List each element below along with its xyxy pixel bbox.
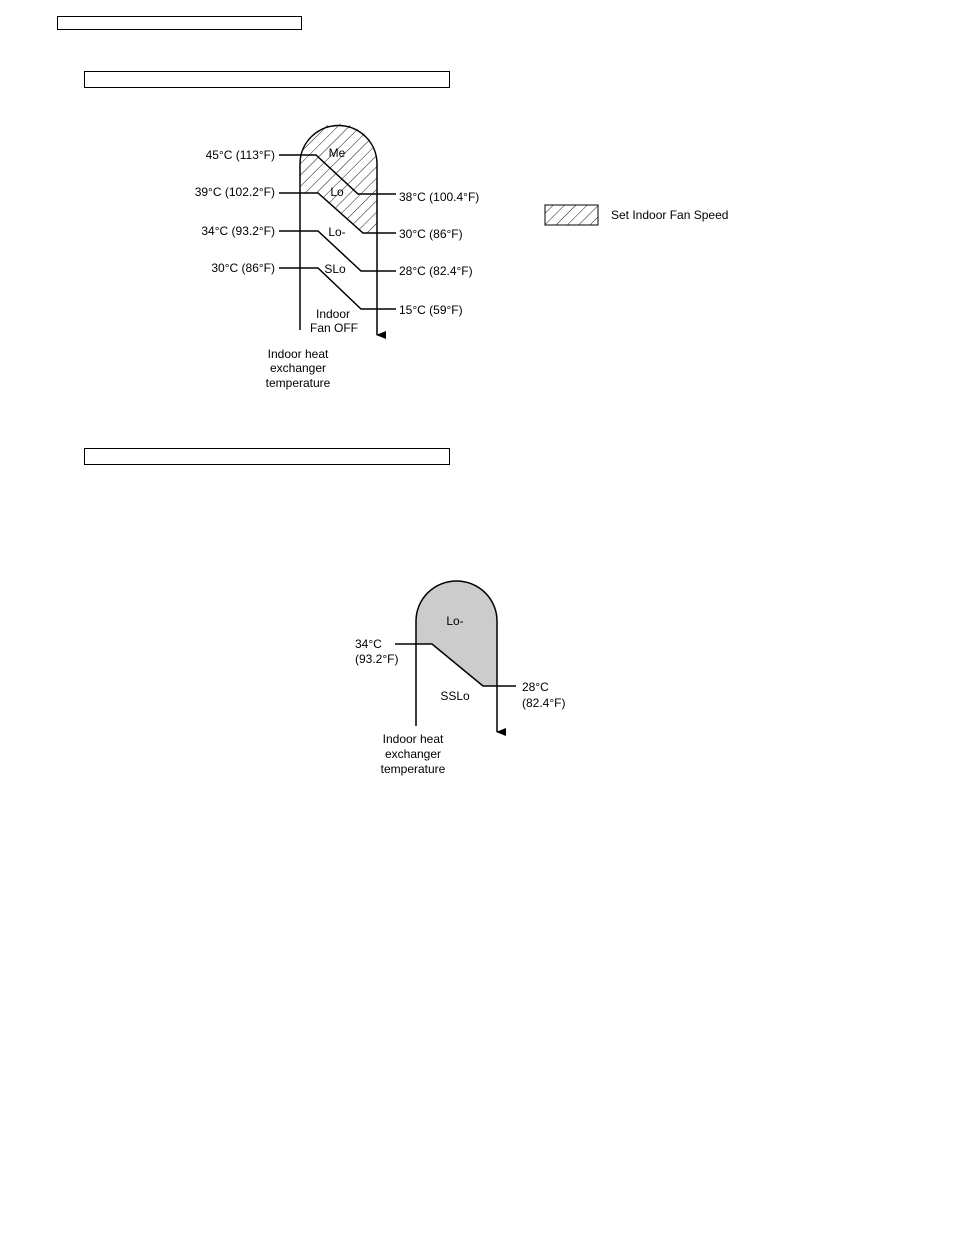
zone-label-slo: SLo — [324, 262, 346, 276]
axis-label-line1: Indoor heat — [267, 347, 329, 361]
axis-label-line2: exchanger — [269, 361, 327, 375]
right-label-28c: 28°C (82.4°F) — [399, 264, 473, 278]
left-label-34c-line2: (93.2°F) — [355, 652, 399, 666]
axis-label-2-line3: temperature — [380, 762, 446, 776]
left-label-45c: 45°C (113°F) — [205, 148, 275, 162]
zone-label-sslo: SSLo — [440, 689, 470, 703]
left-label-34c: 34°C (93.2°F) — [201, 224, 275, 238]
diagram2 — [355, 581, 565, 776]
zone-label-me: Me — [328, 146, 346, 160]
right-label-28c-line2: (82.4°F) — [522, 696, 566, 710]
left-label-30c: 30°C (86°F) — [211, 261, 275, 275]
zone-label-fan-off-line1: Indoor — [315, 307, 351, 321]
right-label-30c: 30°C (86°F) — [399, 227, 463, 241]
gray-fan-speed-region — [416, 581, 497, 686]
axis-label-line3: temperature — [265, 376, 331, 390]
right-label-15c: 15°C (59°F) — [399, 303, 463, 317]
zone-label-fan-off-line2: Fan OFF — [309, 321, 359, 335]
legend-hatch-swatch — [545, 205, 598, 225]
axis-label-2-line2: exchanger — [384, 747, 442, 761]
left-label-39c: 39°C (102.2°F) — [194, 185, 275, 199]
right-label-38c: 38°C (100.4°F) — [399, 190, 480, 204]
axis-label-2-line1: Indoor heat — [382, 732, 444, 746]
zone-label-lo-minus: Lo- — [328, 225, 346, 239]
zone-label-lo-minus-2: Lo- — [446, 614, 464, 628]
diagram1 — [195, 124, 729, 391]
left-label-34c-line1: 34°C — [355, 637, 382, 651]
legend-label: Set Indoor Fan Speed — [611, 208, 729, 222]
right-label-28c-line1: 28°C — [522, 680, 549, 694]
zone-label-lo: Lo — [330, 185, 344, 199]
